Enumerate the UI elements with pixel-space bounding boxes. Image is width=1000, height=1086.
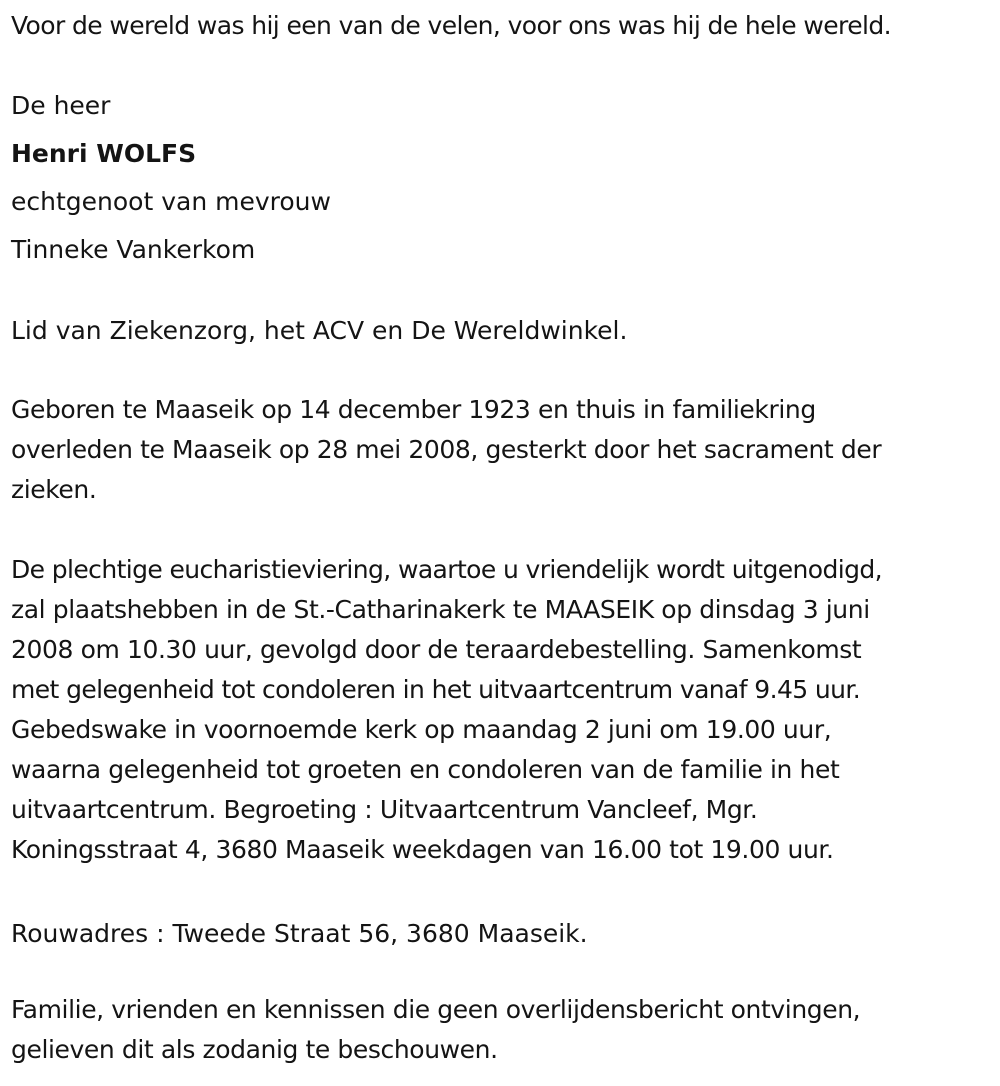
birth-death-paragraph xyxy=(11,390,996,510)
notice-paragraph xyxy=(11,990,996,1070)
deceased-name: Henri WOLFS xyxy=(11,139,197,168)
spouse-name: Tinneke Vankerkom xyxy=(11,235,256,264)
membership-text: Lid van Ziekenzorg, het ACV en De Wereldwinkel. xyxy=(11,316,628,345)
spouse-intro: echtgenoot van mevrouw xyxy=(11,187,331,216)
funeral-details-paragraph xyxy=(11,550,996,870)
paragraph-line: met gelegenheid tot condoleren in het uitvaartcentrum vanaf 9.45 uur. xyxy=(11,675,861,704)
paragraph-line: zal plaatshebben in de St.-Catharinakerk te MAASEIK op dinsdag 3 juni xyxy=(11,595,870,624)
paragraph-line: Koningsstraat 4, 3680 Maaseik weekdagen van 16.00 tot 19.00 uur. xyxy=(11,835,834,864)
paragraph-line: waarna gelegenheid tot groeten en condoleren van de familie in het xyxy=(11,755,840,784)
paragraph-line: zieken. xyxy=(11,475,97,504)
paragraph-line: Geboren te Maaseik op 14 december 1923 en thuis in familiekring xyxy=(11,395,816,424)
paragraph-line: uitvaartcentrum. Begroeting : Uitvaartcentrum Vancleef, Mgr. xyxy=(11,795,758,824)
paragraph-line: gelieven dit als zodanig te beschouwen. xyxy=(11,1035,498,1064)
salutation: De heer xyxy=(11,91,111,120)
mourning-address: Rouwadres : Tweede Straat 56, 3680 Maaseik. xyxy=(11,919,588,948)
paragraph-line: overleden te Maaseik op 28 mei 2008, gesterkt door het sacrament der xyxy=(11,435,882,464)
paragraph-line: Gebedswake in voornoemde kerk op maandag 2 juni om 19.00 uur, xyxy=(11,715,832,744)
paragraph-line: De plechtige eucharistieviering, waartoe u vriendelijk wordt uitgenodigd, xyxy=(11,555,882,584)
memorial-quote: Voor de wereld was hij een van de velen, voor ons was hij de hele wereld. xyxy=(11,11,891,40)
paragraph-line: Familie, vrienden en kennissen die geen overlijdensbericht ontvingen, xyxy=(11,995,861,1024)
paragraph-line: 2008 om 10.30 uur, gevolgd door de teraardebestelling. Samenkomst xyxy=(11,635,862,664)
